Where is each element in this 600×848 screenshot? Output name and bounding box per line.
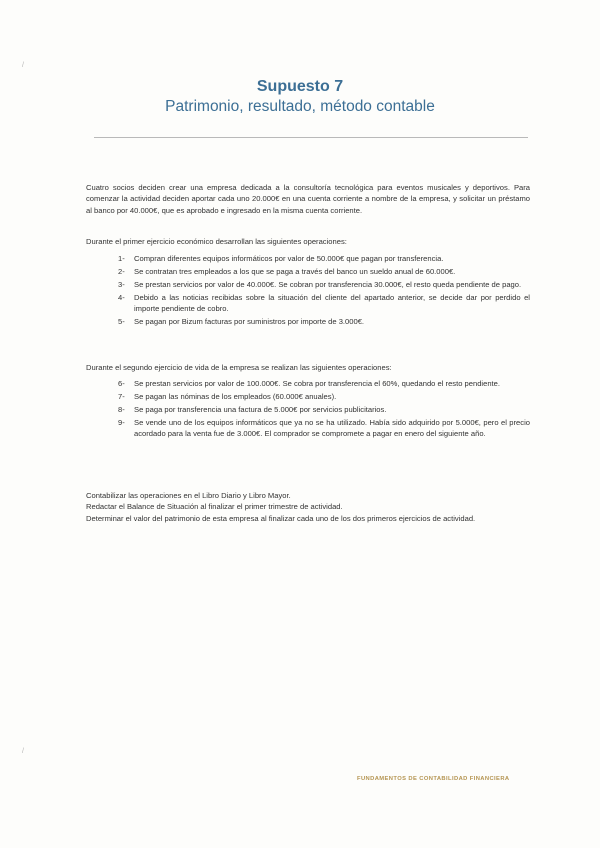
first-year-heading: Durante el primer ejercicio económico desarrollan las siguientes operaciones: <box>86 237 347 246</box>
operation-number: 7- <box>118 391 125 401</box>
operation-number: 8- <box>118 404 125 414</box>
page-subtitle: Patrimonio, resultado, método contable <box>165 98 435 115</box>
intro-text: Cuatro socios deciden crear una empresa dedicada a la consultoría tecnológica para eventos musicales y deportivos. Para comenzar la actividad deciden aportar cada uno 20.000€ en una cuenta corriente a nombre de la empresa, y solicitar un préstamo al banco por 40.000€, que es aprobado e ingresado en la misma cuenta corriente. <box>86 183 530 215</box>
operation-item <box>86 253 530 264</box>
scan-mark: / <box>22 748 24 755</box>
operation-number: 3- <box>118 279 125 289</box>
task-item: Redactar el Balance de Situación al finalizar el primer trimestre de actividad. <box>86 502 343 512</box>
operation-item <box>86 279 530 290</box>
operation-text: Se paga por transferencia una factura de 5.000€ por servicios publicitarios. <box>134 404 387 414</box>
task-item: Determinar el valor del patrimonio de esta empresa al finalizar cada uno de los dos primeros ejercicios de actividad. <box>86 513 476 523</box>
operation-text: Debido a las noticias recibidas sobre la situación del cliente del apartado anterior, se decide dar por perdido el importe pendiente de cobro. <box>134 292 530 314</box>
operation-text: Compran diferentes equipos informáticos por valor de 50.000€ que pagan por transferencia. <box>134 254 444 263</box>
operation-item <box>86 391 530 402</box>
operation-text: Se pagan por Bizum facturas por suministros por importe de 3.000€. <box>134 317 365 327</box>
operation-item <box>86 417 530 440</box>
operation-number: 2- <box>118 266 125 276</box>
operation-item <box>86 292 530 315</box>
task-item: Contabilizar las operaciones en el Libro Diario y Libro Mayor. <box>86 491 291 500</box>
footer-label: FUNDAMENTOS DE CONTABILIDAD FINANCIERA <box>357 776 510 782</box>
operation-item <box>86 266 530 277</box>
operation-item <box>86 404 530 415</box>
operation-text: Se pagan las nóminas de los empleados (60.000€ anuales). <box>134 391 337 401</box>
operation-item <box>86 378 530 389</box>
operation-number: 1- <box>118 254 125 263</box>
operation-item <box>86 316 530 327</box>
operation-text: Se prestan servicios por valor de 40.000€. Se cobran por transferencia 30.000€, el resto queda pendiente de pago. <box>134 279 522 289</box>
operation-number: 4- <box>118 292 125 302</box>
title-divider <box>94 137 528 138</box>
operation-number: 5- <box>118 317 125 327</box>
operation-number: 9- <box>118 417 125 427</box>
second-year-operations <box>86 378 530 441</box>
second-year-heading: Durante el segundo ejercicio de vida de la empresa se realizan las siguientes operaciones: <box>86 363 392 372</box>
operation-text: Se prestan servicios por valor de 100.000€. Se cobra por transferencia el 60%, quedando el resto pendiente. <box>134 379 500 388</box>
scan-mark: / <box>22 62 24 69</box>
first-year-operations <box>86 253 530 329</box>
tasks-block <box>86 490 530 524</box>
intro-paragraph <box>86 182 530 216</box>
operation-text: Se contratan tres empleados a los que se paga a través del banco un sueldo anual de 60.000€. <box>134 266 456 276</box>
page-title: Supuesto 7 <box>256 78 344 95</box>
operation-number: 6- <box>118 379 125 388</box>
operation-text: Se vende uno de los equipos informáticos que ya no se ha utilizado. Había sido adquirido por 5.000€, pero el precio acordado para la venta fue de 3.000€. El comprador se compromete a pagar en enero del siguiente año. <box>134 417 530 439</box>
